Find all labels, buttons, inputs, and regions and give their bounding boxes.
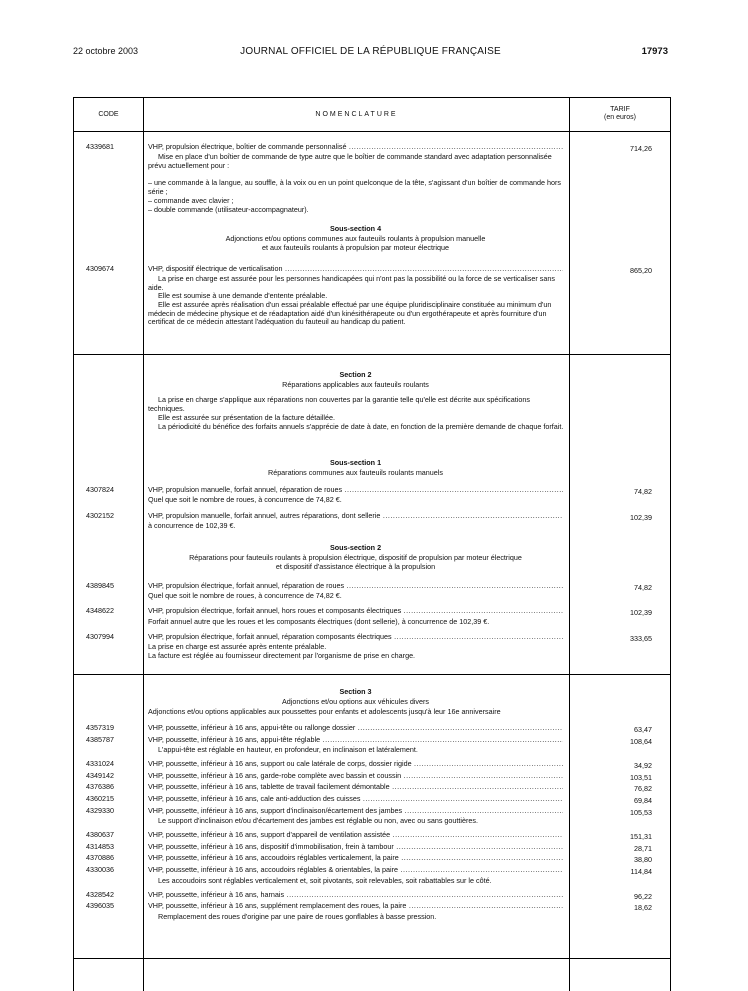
row-label: VHP, propulsion électrique, boîtier de commande personnalisé ..... [148,142,563,151]
section-title: Section 2 [339,370,372,379]
column-header-nomenclature: NOMENCLATURE [315,110,398,118]
row-note: Forfait annuel autre que les roues et les composants électriques (dont sellerie), à concurrence de 102,39 €. [148,617,490,626]
row-code: 4370886 [86,853,114,863]
row-label: VHP, poussette, inférieur à 16 ans, appui-tête réglable ..... [148,735,563,744]
section-note: Elle est assurée sur présentation de la facture détaillée. [158,413,335,422]
row-label: VHP, poussette, inférieur à 16 ans, harnais ..... [148,890,563,899]
row-code: 4330036 [86,865,114,874]
row-label: VHP, poussette, inférieur à 16 ans, accoudoirs réglables verticalement, la paire ..... [148,853,563,862]
row-code: 4357319 [86,723,114,732]
row-label: VHP, propulsion manuelle, forfait annuel, autres réparations, dont sellerie ..... [148,511,563,520]
section-subtitle: Adjonctions et/ou options aux véhicules divers [281,697,430,706]
row-label: VHP, poussette, inférieur à 16 ans, dispositif d'immobilisation, frein à tambour ..... [148,842,563,851]
column-header-tarif [570,98,670,130]
row-code: 4307994 [86,632,114,641]
row-price: 151,31 [630,832,652,842]
subsection-subtitle: et dispositif d'assistance électrique à la propulsion [275,562,436,571]
row-label: VHP, poussette, inférieur à 16 ans, support d'appareil de ventilation assistée ..... [148,830,563,839]
row-price: 18,62 [634,903,652,913]
subsection-subtitle: Réparations communes aux fauteuils roulants manuels [268,468,443,477]
header-divider [74,131,670,132]
column-header-code: CODE [98,110,119,118]
row-label: VHP, propulsion électrique, forfait annuel, hors roues et composants électriques ..... [148,606,563,615]
row-price: 105,53 [630,807,652,817]
row-code: 4348622 [86,606,114,615]
section-title: Section 3 [339,687,372,696]
row-code: 4302152 [86,511,114,520]
row-price: 74,82 [634,487,652,496]
block-divider [74,674,670,675]
row-note: Les accoudoirs sont réglables verticalement et, soit pivotants, soit relevables, soit rabattables sur le côté. [158,875,492,885]
row-price: 865,20 [630,266,652,275]
section-intro: Adjonctions et/ou options applicables aux poussettes pour enfants et adolescents jusqu'à leur 16e anniversaire [148,707,501,716]
subsection-subtitle: Réparations pour fauteuils roulants à propulsion électrique, dispositif de propulsion par moteur électrique [189,553,522,562]
row-code: 4389845 [86,581,114,590]
row-code: 4360215 [86,794,114,803]
section-note: La périodicité du bénéfice des forfaits annuels s'apprécie de date à date, en fonction de la première demande de chaque forfait. [158,422,564,431]
issue-date: 22 octobre 2003 [73,46,139,56]
row-price: 102,39 [630,513,652,522]
row-bullet: – double commande (utilisateur-accompagnateur). [148,205,309,214]
subsection-subtitle: Adjonctions et/ou options communes aux fauteuils roulants à propulsion manuelle [225,234,486,243]
row-code: 4309674 [86,264,114,273]
row-price: 76,82 [634,784,652,794]
column-divider [143,98,144,991]
row-label: VHP, poussette, inférieur à 16 ans, support d'inclinaison/écartement des jambes ..... [148,806,563,815]
row-label: VHP, dispositif électrique de verticalisation ..... [148,264,563,273]
row-bullet: – commande avec clavier ; [148,196,234,205]
row-label: VHP, poussette, inférieur à 16 ans, cale anti-adduction des cuisses ..... [148,794,563,803]
row-code: 4385787 [86,734,114,744]
section-subtitle: Réparations applicables aux fauteuils roulants [282,380,429,389]
row-price: 28,71 [634,843,652,853]
section-note: La prise en charge s'applique aux réparations non couvertes par la garantie telle qu'elle est décrite aux spécifications techniques. [148,395,530,413]
row-note: Quel que soit le nombre de roues, à concurrence de 74,82 €. [148,495,342,504]
row-note: La prise en charge est assurée pour les personnes handicapées qui n'ont pas la possibilité ou la force de se verticaliser sans aide. [148,274,555,292]
subsection-title: Sous-section 1 [329,458,382,467]
row-note: Elle est soumise à une demande d'entente préalable. [158,291,328,300]
row-label: VHP, poussette, inférieur à 16 ans, support ou cale latérale de corps, dossier rigide ..... [148,759,563,768]
row-price: 74,82 [634,583,652,592]
row-price: 34,92 [634,761,652,771]
row-code: 4396035 [86,901,114,911]
row-note: Remplacement des roues d'origine par une paire de roues gonflables à basse pression. [158,911,437,921]
row-note: Mise en place d'un boîtier de commande de type autre que le boîtier de commande standard avec adaptation personnalisée prévu actuellement pour : [148,152,552,170]
row-label: VHP, poussette, inférieur à 16 ans, accoudoirs réglables & orientables, la paire ..... [148,865,563,874]
row-note: La prise en charge est assurée après entente préalable. [148,642,327,651]
row-price: 714,26 [630,144,652,153]
row-label: VHP, propulsion électrique, forfait annuel, réparation de roues ..... [148,581,563,590]
row-code: 4329330 [86,805,114,815]
row-note: La facture est réglée au fournisseur directement par l'organisme de prise en charge. [148,651,416,660]
row-price: 63,47 [634,725,652,734]
row-label: VHP, poussette, inférieur à 16 ans, supplément remplacement des roues, la paire ..... [148,901,563,910]
block-divider [74,958,670,959]
row-price: 103,51 [630,772,652,782]
row-label: VHP, poussette, inférieur à 16 ans, garde-robe complète avec bassin et coussin ..... [148,771,563,780]
row-label: VHP, propulsion manuelle, forfait annuel, réparation de roues ..... [148,485,563,494]
row-code: 4339681 [86,142,114,151]
row-bullet: – une commande à la langue, au souffle, à la voix ou en un point quelconque de la tête, s'agissant d'un boîtier de commande hors série ; [148,178,561,196]
row-note: à concurrence de 102,39 €. [148,521,236,530]
row-code: 4349142 [86,770,114,780]
tarif-label: TARIF [610,106,630,113]
row-note: L'appui-tête est réglable en hauteur, en profondeur, en inclinaison et latéralement. [158,745,418,755]
row-note: Quel que soit le nombre de roues, à concurrence de 74,82 €. [148,591,342,600]
row-note: Le support d'inclinaison et/ou d'écartement des jambes est réglable ou non, avec ou sans gouttières. [158,816,478,826]
row-note: Elle est assurée après réalisation d'un essai préalable effectué par une équipe pluridisciplinaire constituée au minimum d'un médecin de médecine physique et de réadaptation aidé d'un kinésithérapeute ou d'un ergothérapeute et après fourniture d'un certificat de ce médecin attestant l'adéquation du fauteuil au handicap du patient. [148,300,552,327]
row-price: 333,65 [630,634,652,643]
row-price: 38,80 [634,855,652,865]
row-code: 4328542 [86,889,114,899]
row-price: 69,84 [634,796,652,805]
subsection-title: Sous-section 4 [329,224,382,233]
row-code: 4331024 [86,759,114,769]
row-code: 4307824 [86,485,114,494]
row-price: 96,22 [634,891,652,901]
page-header [73,46,668,62]
journal-title: JOURNAL OFFICIEL DE LA RÉPUBLIQUE FRANÇAISE [240,46,501,57]
row-label: VHP, poussette, inférieur à 16 ans, tablette de travail facilement démontable ..... [148,782,563,791]
page-number: 17973 [641,46,668,57]
row-label: VHP, poussette, inférieur à 16 ans, appui-tête ou rallonge dossier ..... [148,723,563,732]
row-label: VHP, propulsion électrique, forfait annuel, réparation composants électriques ..... [148,632,563,641]
subsection-subtitle: et aux fauteuils roulants à propulsion par moteur électrique [262,243,449,252]
row-price: 102,39 [630,608,652,617]
row-price: 108,64 [630,736,652,746]
block-divider [74,354,670,355]
tarif-unit: (en euros) [604,114,636,121]
subsection-title: Sous-section 2 [329,543,382,552]
row-code: 4380637 [86,830,114,840]
row-code: 4314853 [86,841,114,851]
row-code: 4376386 [86,782,114,792]
row-price: 114,84 [630,867,652,876]
